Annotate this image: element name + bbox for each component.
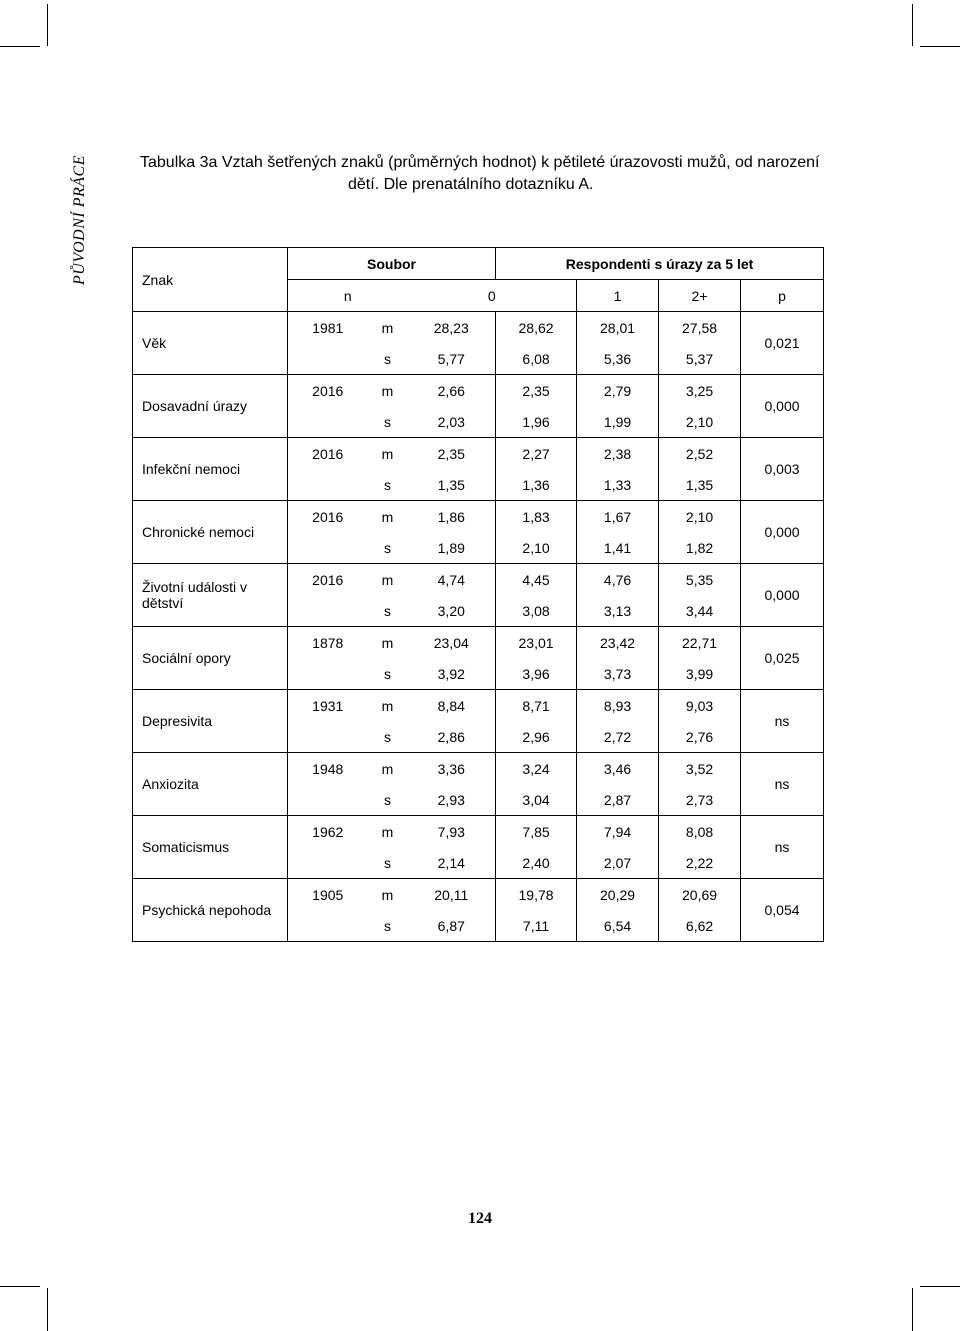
row-label: Sociální opory — [133, 627, 288, 690]
cell-s-0: 2,14 — [408, 847, 496, 879]
table-row-m — [133, 438, 824, 470]
cell-s-0: 2,86 — [408, 721, 496, 753]
cell-m-1: 7,85 — [496, 816, 577, 848]
table-row-m — [133, 375, 824, 407]
cell-s-0: 6,87 — [408, 910, 496, 942]
cell-m-3: 3,52 — [659, 753, 741, 785]
table-row-m — [133, 312, 824, 344]
cell-s-1: 7,11 — [496, 910, 577, 942]
cell-s-3: 2,22 — [659, 847, 741, 879]
cell-m-2: 8,93 — [577, 690, 659, 722]
empty-cell — [288, 847, 368, 879]
cell-m-0: 4,74 — [408, 564, 496, 596]
table-row-m — [133, 627, 824, 659]
cell-p: 0,003 — [741, 438, 824, 501]
cell-s-0: 1,89 — [408, 532, 496, 564]
cell-m-3: 2,10 — [659, 501, 741, 533]
cell-s-2: 1,33 — [577, 469, 659, 501]
cell-s-0: 1,35 — [408, 469, 496, 501]
cell-s-1: 3,96 — [496, 658, 577, 690]
cell-m-1: 4,45 — [496, 564, 577, 596]
stat-label-s: s — [368, 721, 408, 753]
header-col-2plus: 2+ — [659, 280, 741, 312]
cell-m-3: 22,71 — [659, 627, 741, 659]
cell-s-3: 6,62 — [659, 910, 741, 942]
row-label: Anxiozita — [133, 753, 288, 816]
cell-m-1: 2,35 — [496, 375, 577, 407]
cell-s-3: 3,99 — [659, 658, 741, 690]
cell-m-2: 2,79 — [577, 375, 659, 407]
cell-m-2: 7,94 — [577, 816, 659, 848]
table-row-m — [133, 564, 824, 596]
row-label: Depresivita — [133, 690, 288, 753]
cell-m-1: 28,62 — [496, 312, 577, 344]
table-caption — [140, 152, 830, 196]
empty-cell — [288, 784, 368, 816]
row-n: 1931 — [288, 690, 368, 722]
page-number: 124 — [468, 1210, 492, 1227]
cell-p: 0,021 — [741, 312, 824, 375]
header-respondenti: Respondenti s úrazy za 5 let — [496, 248, 824, 280]
cell-m-1: 19,78 — [496, 879, 577, 911]
header-col-0: 0 — [408, 280, 577, 312]
table-row-m — [133, 816, 824, 848]
cell-s-1: 1,36 — [496, 469, 577, 501]
empty-cell — [288, 406, 368, 438]
cell-s-1: 3,04 — [496, 784, 577, 816]
row-n: 1905 — [288, 879, 368, 911]
crop-mark — [912, 1288, 913, 1331]
row-n: 2016 — [288, 438, 368, 470]
cell-m-3: 5,35 — [659, 564, 741, 596]
cell-s-2: 2,07 — [577, 847, 659, 879]
cell-s-3: 2,73 — [659, 784, 741, 816]
row-n: 2016 — [288, 501, 368, 533]
cell-s-1: 1,96 — [496, 406, 577, 438]
cell-s-3: 2,10 — [659, 406, 741, 438]
cell-m-3: 9,03 — [659, 690, 741, 722]
crop-mark — [920, 46, 960, 47]
cell-s-2: 6,54 — [577, 910, 659, 942]
cell-s-2: 2,87 — [577, 784, 659, 816]
header-znak: Znak — [133, 248, 288, 312]
row-label: Životní události v dětství — [133, 564, 288, 627]
cell-s-1: 2,96 — [496, 721, 577, 753]
stat-label-m: m — [368, 375, 408, 407]
cell-s-0: 2,03 — [408, 406, 496, 438]
cell-p: ns — [741, 816, 824, 879]
table-row-m — [133, 501, 824, 533]
cell-s-2: 3,73 — [577, 658, 659, 690]
stat-label-s: s — [368, 343, 408, 375]
cell-m-3: 27,58 — [659, 312, 741, 344]
table-row-m — [133, 879, 824, 911]
row-label: Psychická nepohoda — [133, 879, 288, 942]
crop-mark — [47, 4, 48, 46]
row-n: 1962 — [288, 816, 368, 848]
section-side-label-text: PŮVODNÍ PRÁCE — [71, 155, 88, 285]
header-n: n — [288, 280, 408, 312]
cell-s-2: 1,99 — [577, 406, 659, 438]
header-row-1 — [133, 248, 824, 280]
cell-s-2: 3,13 — [577, 595, 659, 627]
cell-m-2: 23,42 — [577, 627, 659, 659]
stat-label-m: m — [368, 501, 408, 533]
cell-s-1: 2,40 — [496, 847, 577, 879]
caption-line-1: Tabulka 3a Vztah šetřených znaků (průměrných hodnot) k pětileté úrazovosti mužů, od narození — [140, 154, 820, 171]
cell-m-2: 28,01 — [577, 312, 659, 344]
cell-p: 0,054 — [741, 879, 824, 942]
cell-m-1: 1,83 — [496, 501, 577, 533]
row-n: 2016 — [288, 564, 368, 596]
cell-m-0: 20,11 — [408, 879, 496, 911]
table-row-m — [133, 690, 824, 722]
cell-m-1: 3,24 — [496, 753, 577, 785]
header-soubor: Soubor — [288, 248, 496, 280]
row-n: 1878 — [288, 627, 368, 659]
stat-label-m: m — [368, 816, 408, 848]
crop-mark — [0, 46, 40, 47]
cell-s-3: 1,35 — [659, 469, 741, 501]
cell-m-0: 28,23 — [408, 312, 496, 344]
stat-label-m: m — [368, 627, 408, 659]
stat-label-m: m — [368, 879, 408, 911]
cell-m-0: 1,86 — [408, 501, 496, 533]
cell-m-0: 2,66 — [408, 375, 496, 407]
stat-label-m: m — [368, 438, 408, 470]
stat-label-s: s — [368, 658, 408, 690]
stat-label-s: s — [368, 406, 408, 438]
cell-m-2: 1,67 — [577, 501, 659, 533]
empty-cell — [288, 658, 368, 690]
cell-m-2: 20,29 — [577, 879, 659, 911]
crop-mark — [912, 4, 913, 46]
empty-cell — [288, 469, 368, 501]
row-label: Věk — [133, 312, 288, 375]
row-n: 2016 — [288, 375, 368, 407]
empty-cell — [288, 721, 368, 753]
empty-cell — [288, 910, 368, 942]
header-col-1: 1 — [577, 280, 659, 312]
cell-m-3: 20,69 — [659, 879, 741, 911]
stat-label-s: s — [368, 532, 408, 564]
cell-s-1: 6,08 — [496, 343, 577, 375]
stat-label-s: s — [368, 595, 408, 627]
cell-m-0: 2,35 — [408, 438, 496, 470]
cell-s-2: 1,41 — [577, 532, 659, 564]
stat-label-m: m — [368, 564, 408, 596]
cell-m-3: 8,08 — [659, 816, 741, 848]
cell-p: ns — [741, 753, 824, 816]
cell-p: 0,025 — [741, 627, 824, 690]
cell-m-1: 8,71 — [496, 690, 577, 722]
cell-p: ns — [741, 690, 824, 753]
table-row-m — [133, 753, 824, 785]
cell-s-0: 3,20 — [408, 595, 496, 627]
cell-p: 0,000 — [741, 501, 824, 564]
cell-s-3: 2,76 — [659, 721, 741, 753]
stat-label-m: m — [368, 690, 408, 722]
cell-m-1: 2,27 — [496, 438, 577, 470]
header-p: p — [741, 280, 824, 312]
stat-label-m: m — [368, 312, 408, 344]
row-label: Dosavadní úrazy — [133, 375, 288, 438]
stat-label-s: s — [368, 910, 408, 942]
cell-m-3: 3,25 — [659, 375, 741, 407]
empty-cell — [288, 343, 368, 375]
crop-mark — [0, 1286, 40, 1287]
crop-mark — [920, 1286, 960, 1287]
caption-line-2: dětí. Dle prenatálního dotazníku A. — [348, 176, 594, 193]
cell-m-0: 8,84 — [408, 690, 496, 722]
cell-m-0: 23,04 — [408, 627, 496, 659]
cell-s-0: 2,93 — [408, 784, 496, 816]
cell-p: 0,000 — [741, 375, 824, 438]
cell-s-3: 5,37 — [659, 343, 741, 375]
section-side-label — [60, 150, 100, 290]
cell-s-2: 5,36 — [577, 343, 659, 375]
row-n: 1948 — [288, 753, 368, 785]
row-label: Infekční nemoci — [133, 438, 288, 501]
stat-label-s: s — [368, 469, 408, 501]
row-label: Chronické nemoci — [133, 501, 288, 564]
cell-m-2: 2,38 — [577, 438, 659, 470]
cell-s-2: 2,72 — [577, 721, 659, 753]
row-label: Somaticismus — [133, 816, 288, 879]
cell-s-0: 5,77 — [408, 343, 496, 375]
stat-label-m: m — [368, 753, 408, 785]
cell-p: 0,000 — [741, 564, 824, 627]
cell-s-3: 1,82 — [659, 532, 741, 564]
cell-m-0: 7,93 — [408, 816, 496, 848]
data-table — [132, 247, 824, 942]
cell-s-0: 3,92 — [408, 658, 496, 690]
empty-cell — [288, 595, 368, 627]
cell-m-2: 3,46 — [577, 753, 659, 785]
empty-cell — [288, 532, 368, 564]
cell-s-3: 3,44 — [659, 595, 741, 627]
stat-label-s: s — [368, 784, 408, 816]
cell-s-1: 3,08 — [496, 595, 577, 627]
cell-m-3: 2,52 — [659, 438, 741, 470]
cell-s-1: 2,10 — [496, 532, 577, 564]
row-n: 1981 — [288, 312, 368, 344]
cell-m-0: 3,36 — [408, 753, 496, 785]
stat-label-s: s — [368, 847, 408, 879]
crop-mark — [47, 1288, 48, 1331]
cell-m-2: 4,76 — [577, 564, 659, 596]
cell-m-1: 23,01 — [496, 627, 577, 659]
